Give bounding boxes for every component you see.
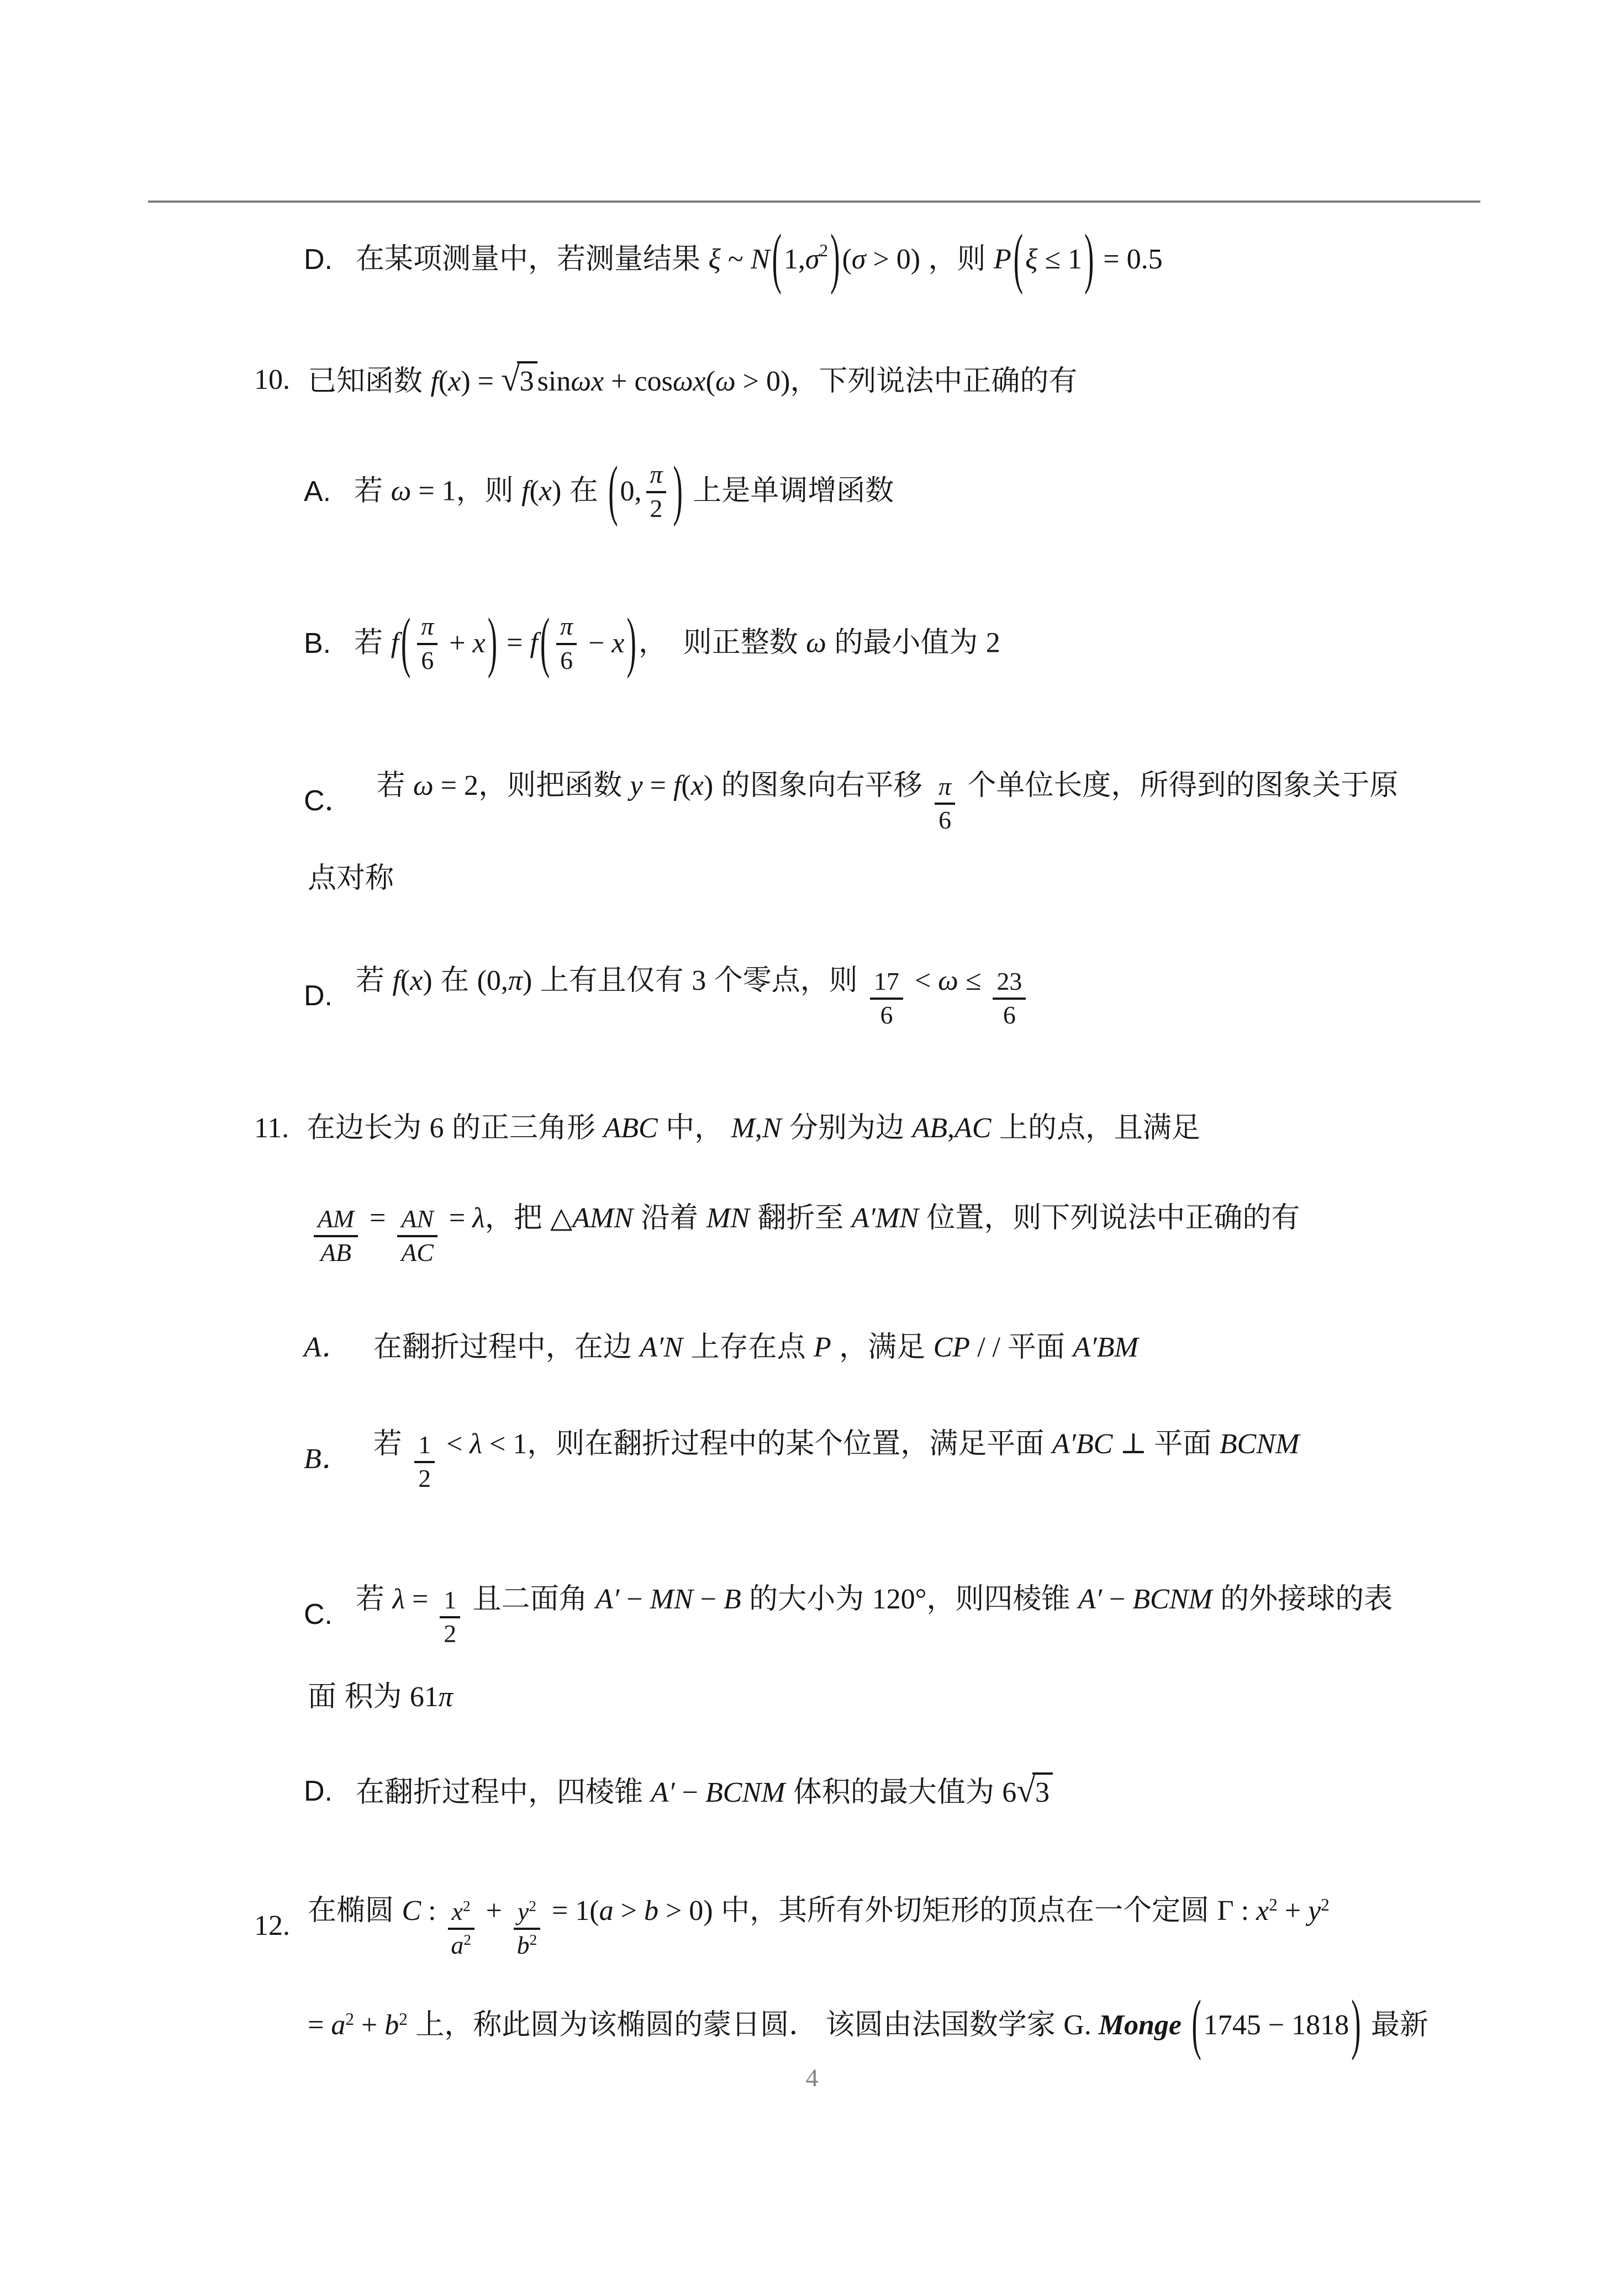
q10-option-b-text: 若 f ( $\frac{\pi}{6}$ + x ) = f ( $\frac{\pi}{6}$ − x ) ， 则正整数 ω 的最小值为 2 xyxy=(354,605,1000,680)
top-divider-rule xyxy=(148,200,1480,203)
q10-option-c xyxy=(304,769,1399,834)
q11-option-c-continuation xyxy=(308,1679,453,1716)
q10-option-c-continuation xyxy=(308,860,394,896)
q11-option-c-label: C. xyxy=(304,1598,333,1631)
q11-number: 11. xyxy=(254,1112,289,1144)
q11-option-b xyxy=(304,1427,1300,1492)
q12-stem-line2 xyxy=(308,1987,1428,2062)
q11-option-c-text: 若 λ = $\frac{1}{2}$ 且二面角 A′ − MN − B 的大小为 120°，则四棱锥 A′ − BCNM 的外接球的表 xyxy=(356,1582,1393,1648)
page-number xyxy=(0,2063,1624,2092)
q11-option-d-text: 在翻折过程中，四棱锥 A′ − BCNM 体积的最大值为 6 √ 3 xyxy=(356,1771,1053,1812)
q10-option-b-label: B. xyxy=(304,627,331,659)
q11-stem-line2-text: $\frac{AM}{AB}$ = $\frac{AN}{AC}$ = λ，把 △AMN 沿着 MN 翻折至 A′MN 位置，则下列说法中正确的有 xyxy=(309,1201,1300,1266)
q12-number: 12. xyxy=(254,1909,290,1941)
q11-option-a-label: A． xyxy=(304,1331,350,1363)
q11-stem-text: 在边长为 6 的正三角形 ABC 中， M,N 分别为边 AB,AC 上的点，且满足 xyxy=(307,1112,1200,1144)
q10-option-c-label: C． xyxy=(304,784,354,817)
q10-option-c-cont-text: 点对称 xyxy=(308,862,394,894)
q10-option-a xyxy=(304,453,894,528)
q10-option-b xyxy=(304,605,1000,680)
q10-option-d xyxy=(304,964,1030,1029)
q11-option-d xyxy=(304,1773,1053,1809)
q10-option-d-label: D. xyxy=(304,979,333,1012)
q11-option-d-label: D. xyxy=(304,1775,333,1807)
q11-option-b-text: 若 $\frac{1}{2}$ < λ < 1，则在翻折过程中的某个位置，满足平面 A′BC ⊥ 平面 BCNM xyxy=(373,1427,1300,1492)
q11-option-c xyxy=(304,1582,1393,1648)
q11-option-a-text: 在翻折过程中，在边 A′N 上存在点 P ，满足 CP / / 平面 A′BM xyxy=(373,1331,1138,1364)
q9-option-d-text: 在某项测量中，若测量结果 ξ ~ N ( 1, σ 2 ) (σ > 0) ，则 P ( ξ ≤ 1 ) = 0.5 xyxy=(356,221,1163,296)
page-number-value: 4 xyxy=(805,2064,819,2092)
q9-option-d xyxy=(304,221,1163,296)
q11-stem xyxy=(254,1110,1200,1147)
q11-option-a xyxy=(304,1329,1138,1366)
q10-option-a-label: A. xyxy=(304,475,331,508)
q11-option-c-cont-text: 面 积为 61π xyxy=(308,1681,453,1713)
q10-stem xyxy=(254,362,1077,398)
q10-option-d-text: 若 f(x) 在 (0,π) 上有且仅有 3 个零点，则 $\frac{17}{6}$ < ω ≤ $\frac{23}{6}$ xyxy=(356,963,1030,1028)
q11-option-b-label: B． xyxy=(304,1443,350,1475)
q10-option-a-text: 若 ω = 1，则 f(x) 在 ( 0, $\frac{\pi}{2}$ ) 上是单调增函数 xyxy=(354,453,894,528)
q10-number: 10. xyxy=(254,363,290,395)
q9-option-d-label: D. xyxy=(304,243,333,276)
q11-stem-line2 xyxy=(309,1201,1300,1267)
q12-stem-text: 在椭圆 C : $\frac{x^2}{a^2}$ + $\frac{y^2}{b^2}$ = 1(a > b > 0) 中，其所有外切矩形的顶点在一个定圆 Γ : $x^2 + y^2$ xyxy=(308,1894,1330,1960)
q10-stem-text: 已知函数 f(x) = √ 3 sinωx + cosωx(ω > 0)，下列说法中正确的有 xyxy=(308,361,1078,399)
q12-stem-line2-text: = $a^2 + b^2$ 上，称此圆为该椭圆的蒙日圆． 该圆由法国数学家 G. Monge ( 1745 − 1818 ) 最新 xyxy=(308,1987,1428,2062)
q10-option-c-text: 若 ω = 2，则把函数 y = f(x) 的图象向右平移 $\frac{\pi}{6}$ 个单位长度，所得到的图象关于原 xyxy=(376,769,1399,834)
q12-stem xyxy=(254,1894,1330,1960)
